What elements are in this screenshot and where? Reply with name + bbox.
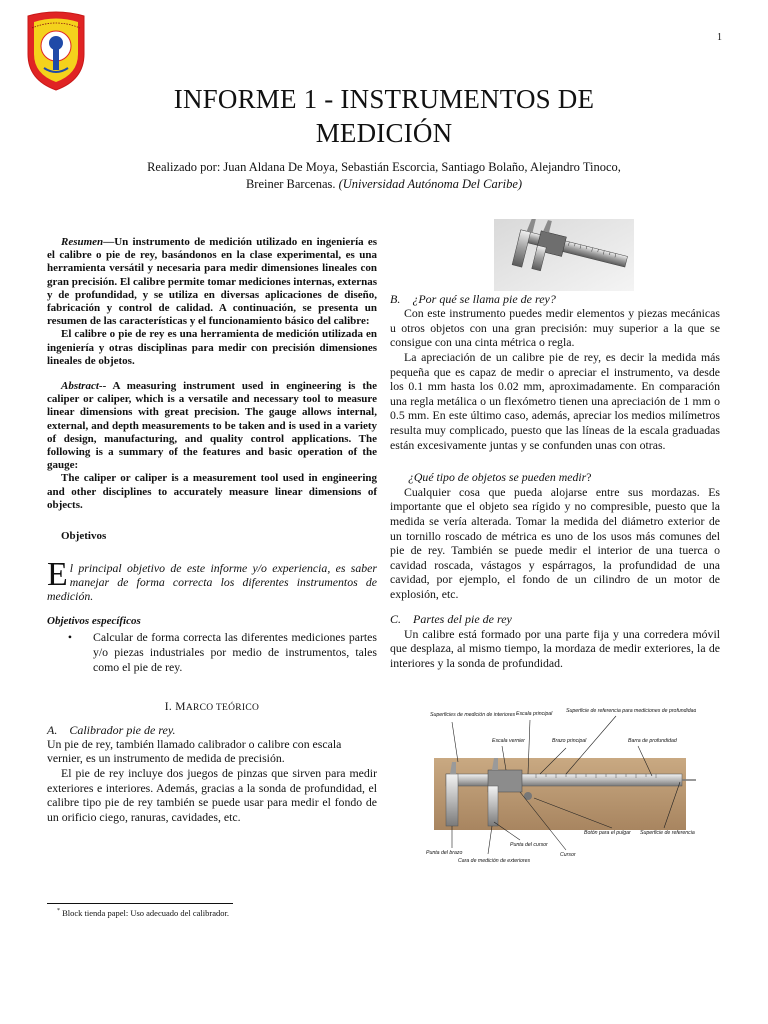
list-item-text: Calcular de forma correcta las diferentes mediciones partes y/o piezas industriales por medio de instrumentos, tales como el pie de rey. — [93, 630, 377, 675]
title-line-2: MEDICIÓN — [315, 118, 453, 148]
diagram-label-escala-vernier: Escala vernier — [492, 738, 525, 744]
marco-teorico-heading — [47, 701, 377, 715]
diagram-label-boton-pulgar: Botón para el pulgar — [584, 830, 631, 836]
resumen-label: Resumen — [61, 236, 104, 248]
diagram-label-barra-profundidad: Barra de profundidad — [628, 738, 677, 744]
subsection-c-paragraph: Un calibre está formado por una parte fija y una corredera móvil que desplaza, al mismo tiempo, la mordaza de medir exteriores, la de interiores y la sonda de profundidad. — [390, 626, 720, 670]
subsection-b-heading: B. ¿Por qué se llama pie de rey? — [390, 292, 556, 306]
marco-title-first: M — [175, 701, 186, 714]
right-column — [390, 293, 720, 670]
footnote — [57, 908, 229, 918]
footnote-mark: * — [57, 908, 60, 915]
authors-block — [100, 159, 668, 193]
subsection-a-heading: A. Calibrador pie de rey. — [47, 722, 176, 737]
footnote-text: Block tienda papel: Uso adecuado del calibrador. — [60, 908, 229, 918]
left-column — [47, 236, 377, 824]
diagram-label-sup-referencia-top: Superficie de referencia para mediciones de profundidad — [566, 708, 696, 714]
abstract-paragraph-2: The caliper or caliper is a measurement tool used in engineering and other disciplines to accurately measure linear dimensions of objects. — [47, 472, 377, 511]
subsection-c-heading: C. Partes del pie de rey — [390, 612, 512, 627]
abstract-paragraph — [47, 380, 377, 472]
authors-line-2: Breiner Barcenas. — [245, 177, 336, 191]
caliper-parts-diagram — [416, 702, 696, 872]
objetos-heading — [390, 470, 720, 485]
resumen-dash: — — [103, 236, 115, 248]
diagram-label-sup-interiores: Superficies de medición de interiores — [430, 712, 516, 718]
footnote-rule — [47, 903, 233, 904]
objetivos-paragraph — [47, 556, 377, 604]
caliper-photo — [494, 219, 634, 291]
diagram-label-sup-referencia: Superficie de referencia — [640, 830, 695, 836]
marco-number: I. — [164, 701, 173, 714]
objetos-heading-text: ¿Qué tipo de objetos se pueden medir — [408, 470, 587, 485]
objetivos-especificos-title: Objetivos específicos — [47, 615, 141, 628]
subsection-b-paragraph-1: Con este instrumento puedes medir elementos y piezas mecánicas u otros objetos con una gran precisión: muy superior a la que se consigue con una cinta métrica o regla. — [390, 306, 720, 350]
bullet-icon: • — [67, 630, 73, 645]
marco-title-rest: ARCO TEÓRICO — [185, 703, 260, 714]
diagram-label-cara-exteriores: Cara de medición de exteriores — [458, 858, 531, 864]
diagram-label-brazo-principal: Brazo principal — [552, 738, 587, 744]
subsection-a-paragraph-2: El pie de rey incluye dos juegos de pinzas que sirven para medir exteriores e interiores. Además, gracias a la sonda de profundidad, el calibre tipo pie de rey también se puede usar para medir el fondo de un orificio ciego, ranuras, cavidades, etc. — [47, 766, 377, 824]
university-seal-logo — [22, 10, 90, 92]
abstract-text: A measuring instrument used in engineering is the caliper or caliper, which is a versatile and necessary tool to measure linear dimensions with great precision. The gauge allows internal, external, and depth measurements to be taken and is used in a variety of design, manufacturing, and quality control applications. The following is a summary of the features and basic operation of the gauge: — [47, 380, 377, 472]
objetivos-title: Objetivos — [61, 530, 107, 543]
diagram-label-cursor: Cursor — [560, 852, 576, 858]
objetos-heading-end: ? — [586, 470, 592, 485]
objetos-paragraph: Cualquier cosa que pueda alojarse entre sus mordazas. Es importante que el objeto sea rígido y no compresible, puesto que la medida se vería alterada. Tomar la medida del diámetro exterior de un tornillo roscado de métrica es uno de los usos más comunes del pie de rey. También se puede medir el interior de una tuerca o cavidad roscada, vástagos y espárragos, la profundidad de una cavidad, por ejemplo, el fondo de un cilindro de un motor de explosión, etc. — [390, 484, 720, 601]
title-line-1: INFORME 1 - INSTRUMENTOS DE — [173, 84, 595, 114]
drop-cap: E — [47, 556, 68, 594]
abstract-label: Abstract — [61, 380, 99, 393]
resumen-paragraph — [47, 236, 377, 328]
abstract-dash: -- — [98, 380, 107, 393]
diagram-label-punta-cursor: Punta del cursor — [510, 842, 548, 848]
page-number: 1 — [717, 32, 722, 43]
diagram-label-punta-brazo: Punta del brazo — [426, 850, 463, 856]
affiliation: (Universidad Autónoma Del Caribe) — [338, 177, 523, 191]
resumen-text: Un instrumento de medición utilizado en ingeniería es el calibre o pie de rey, basándonos en la clase experimental, es una herramienta versátil y necesaria para medir dimensiones lineales con gran precisión. El calibre permite tomar mediciones internas, externas y de profundidad, y se utiliza en diversas aplicaciones de diseño, fabricación y control de calidad. A continuación, se presenta un resumen de las características y el funcionamiento básico del calibre: — [47, 236, 377, 328]
resumen-paragraph-2: El calibre o pie de rey es una herramienta de medición utilizada en ingeniería y otras disciplinas para medir con precisión dimensiones lineales de objetos. — [47, 328, 377, 367]
authors-line-1: Realizado por: Juan Aldana De Moya, Sebastián Escorcia, Santiago Bolaño, Alejandro Tinoco, — [147, 160, 621, 174]
diagram-label-escala-principal: Escala principal — [516, 711, 553, 717]
subsection-a-paragraph-1: Un pie de rey, también llamado calibrador o calibre con escala vernier, es un instrumento de medida de precisión. — [47, 736, 342, 766]
list-item — [47, 630, 377, 675]
subsection-b-paragraph-2: La apreciación de un calibre pie de rey, es decir la medida más pequeña que es capaz de medir o apreciar el instrumento, va desde los 0.1 mm hasta los 0.02 mm, aproximadamente. En comparación una regla metálica o un flexómetro tienen una apreciación de 1 mm o 0.5 mm. En este último caso, además, apreciar los medios milímetros resulta muy complicado, puesto que las líneas de la escala graduadas están excesivamente juntas y se confunden unas con otras. — [390, 349, 720, 452]
objetivos-text: l principal objetivo de este informe y/o experiencia, es saber manejar de forma correcta los diferentes instrumentos de medición. — [47, 561, 377, 604]
document-title — [100, 82, 668, 150]
